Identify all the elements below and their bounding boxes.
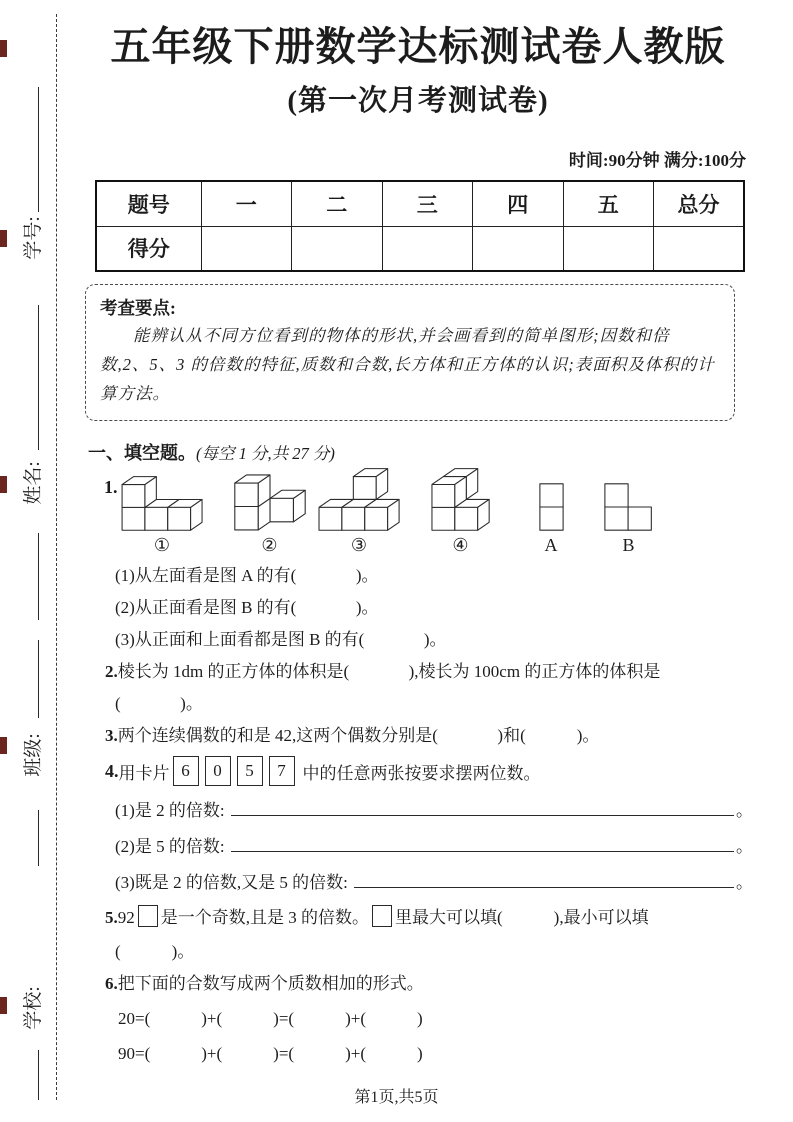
plane-figure-b-drawing <box>603 482 655 532</box>
edge-mark <box>0 737 7 754</box>
q6-row-2: 90=( )+( )=( )+( ) <box>118 1044 423 1063</box>
sidebar-field-student-id: 学号: <box>23 216 44 260</box>
q4-sub-2-label: (2)是 5 的倍数: <box>115 837 225 856</box>
page-subtitle: (第一次月考测试卷) <box>287 85 549 117</box>
score-row-label: 得分 <box>96 226 201 271</box>
plane-figure-a <box>538 482 565 555</box>
sidebar-fill-line <box>38 87 39 212</box>
q6-heading <box>105 973 748 995</box>
figure-label-1: ① <box>153 535 171 555</box>
cube-figure-2-drawing <box>233 472 307 532</box>
edge-mark <box>0 997 7 1014</box>
q3-line <box>105 725 748 747</box>
score-table-header-row <box>96 181 744 226</box>
exam-points-heading: 考查要点: <box>100 298 176 318</box>
score-cell <box>473 226 564 271</box>
score-table-corner: 题号 <box>96 181 201 226</box>
q1-sub-2: (2)从正面看是图 B 的有( )。 <box>115 598 379 617</box>
q5-lead: 92 <box>117 908 135 927</box>
score-col-3: 三 <box>382 181 473 226</box>
digit-card-6: 6 <box>173 756 199 786</box>
q2-text: 棱长为 1dm 的正方体的体积是( ),棱长为 100cm 的正方体的体积是 <box>117 662 661 681</box>
score-table-score-row <box>96 226 744 271</box>
q1-figures-row <box>104 471 748 555</box>
q2-line-1 <box>105 661 748 683</box>
cube-figure-4-drawing <box>430 466 492 532</box>
main-content <box>88 22 753 1065</box>
digit-card-7: 7 <box>269 756 295 786</box>
figure-label-3: ③ <box>350 535 368 555</box>
edge-mark <box>0 476 7 493</box>
score-col-1: 一 <box>201 181 292 226</box>
blank-line <box>231 798 734 816</box>
q4-sub-1-label: (1)是 2 的倍数: <box>115 801 225 820</box>
q2-number: 2. <box>105 662 118 681</box>
q6-text: 把下面的合数写成两个质数相加的形式。 <box>117 974 424 993</box>
page-footer: 第1页,共5页 <box>354 1089 439 1106</box>
exam-points-box <box>85 284 735 421</box>
section-heading-note: (每空 1 分,共 27 分) <box>196 444 335 463</box>
score-cell <box>382 226 473 271</box>
edge-mark <box>0 230 7 247</box>
cube-figure-3 <box>317 466 402 555</box>
exam-meta: 时间:90分钟 满分:100分 <box>568 151 746 170</box>
q6-number: 6. <box>105 974 118 993</box>
q6-row-1: 20=( )+( )=( )+( ) <box>118 1009 423 1028</box>
q2-line-2: ( )。 <box>115 694 203 713</box>
sidebar-fill-line <box>38 533 39 620</box>
q5-line-2: ( )。 <box>115 942 195 961</box>
q4-suffix: 中的任意两张按要求摆两位数。 <box>302 763 541 783</box>
section-heading-main: 一、填空题。 <box>88 443 196 463</box>
empty-box <box>138 905 158 927</box>
figure-label-b: B <box>622 535 635 555</box>
q4-sub-2-period: 。 <box>736 837 753 856</box>
cube-figure-4 <box>430 466 492 555</box>
sidebar-field-class: 班级: <box>23 733 44 777</box>
q5-line-1 <box>105 904 748 931</box>
sidebar-fill-line <box>38 810 39 866</box>
cube-figure-1 <box>120 474 205 555</box>
plane-figure-b <box>603 482 655 555</box>
page-title: 五年级下册数学达标测试卷人教版 <box>110 24 726 69</box>
score-cell <box>292 226 383 271</box>
sidebar-fill-line <box>38 305 39 450</box>
q4-prefix: 用卡片 <box>118 763 170 783</box>
q1-sub-1: (1)从左面看是图 A 的有( )。 <box>115 566 379 585</box>
empty-box <box>372 905 392 927</box>
digit-card-5: 5 <box>237 756 263 786</box>
cube-figure-2 <box>233 472 307 555</box>
score-col-4: 四 <box>473 181 564 226</box>
q5-number: 5. <box>105 908 118 927</box>
cube-figure-1-drawing <box>120 474 205 532</box>
q4-sub-3 <box>115 870 753 894</box>
score-cell <box>654 226 745 271</box>
q5-tail: 里最大可以填( ),最小可以填 <box>395 908 649 927</box>
figure-label-a: A <box>544 535 558 555</box>
sidebar-field-name: 姓名: <box>23 461 44 505</box>
section-heading <box>88 442 748 465</box>
q4-sub-2 <box>115 834 753 858</box>
q3-text: 两个连续偶数的和是 42,这两个偶数分别是( )和( )。 <box>117 726 600 745</box>
q4-number: 4. <box>105 760 119 781</box>
sidebar-fill-line <box>38 640 39 718</box>
q1-number: 1. <box>104 477 118 497</box>
blank-line <box>354 870 734 888</box>
q4-sub-3-period: 。 <box>736 873 753 892</box>
q5-mid: 是一个奇数,且是 3 的倍数。 <box>160 908 369 927</box>
figure-label-2: ② <box>261 535 278 555</box>
edge-mark <box>0 40 7 57</box>
q3-number: 3. <box>105 726 118 745</box>
score-cell <box>563 226 654 271</box>
sidebar-field-school: 学校: <box>23 986 44 1030</box>
figure-label-4: ④ <box>452 535 469 555</box>
q4-line <box>105 756 748 786</box>
exam-points-body: 能辨认从不同方位看到的物体的形状,并会画看到的简单图形;因数和倍数,2、5、3 的倍数的特征,质数和合数,长方体和正方体的认识;表面积及体积的计算方法。 <box>100 326 715 403</box>
q4-sub-1-period: 。 <box>736 801 753 820</box>
cube-figure-3-drawing <box>317 466 402 532</box>
q4-sub-3-label: (3)既是 2 的倍数,又是 5 的倍数: <box>115 873 348 892</box>
q1-sub-3: (3)从正面和上面看都是图 B 的有( )。 <box>115 630 447 649</box>
score-cell <box>201 226 292 271</box>
score-col-5: 五 <box>563 181 654 226</box>
blank-line <box>231 834 734 852</box>
margin-dashed-rule <box>56 14 57 1100</box>
q4-sub-1 <box>115 798 753 822</box>
score-col-2: 二 <box>292 181 383 226</box>
score-col-total: 总分 <box>654 181 745 226</box>
score-table <box>95 180 745 272</box>
digit-card-0: 0 <box>205 756 231 786</box>
plane-figure-a-drawing <box>538 482 565 532</box>
